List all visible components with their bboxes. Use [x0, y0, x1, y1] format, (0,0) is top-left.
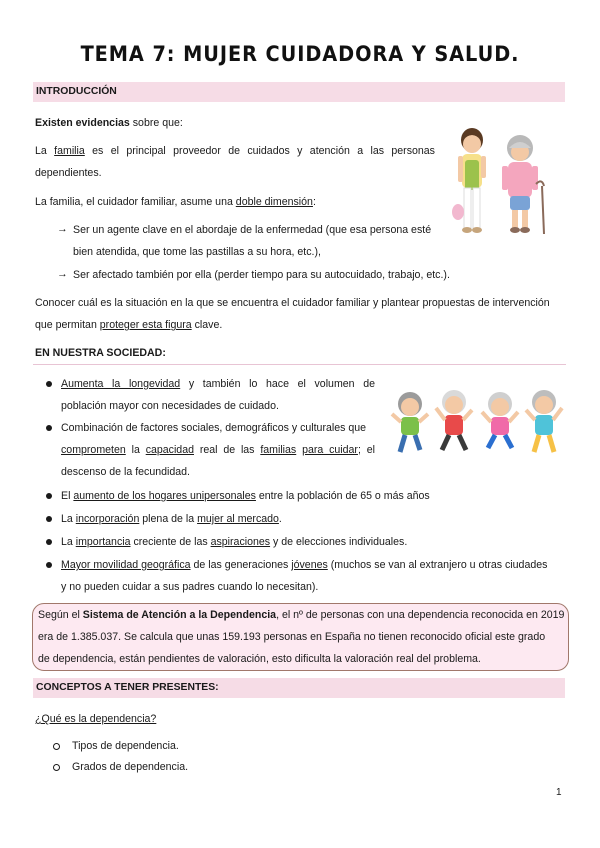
- situation-paragraph-line1: Conocer cuál es la situación en la que se encuentra el cuidador familiar y plantear propuestas de intervención: [35, 297, 550, 309]
- circle-bullet-icon: [53, 743, 60, 750]
- callout-line3: de dependencia, están pendientes de valoración, esto dificulta la valoración real del problema.: [38, 653, 481, 665]
- caregiver-illustration: [450, 126, 560, 241]
- family-paragraph-line2: dependientes.: [35, 167, 102, 179]
- arrow-icon: →: [57, 268, 68, 280]
- page-number: 1: [556, 787, 562, 798]
- bullet-icon: [46, 516, 52, 522]
- society-item-2-line3: descenso de la fecundidad.: [61, 466, 190, 478]
- protect-figure-term: proteger esta figura: [99, 319, 192, 331]
- callout-line1: Según el Sistema de Atención a la Dependencia, el nº de personas con una dependencia reconocida en 2019: [38, 609, 565, 621]
- society-item-1-line2: población mayor con necesidades de cuidado.: [61, 400, 279, 412]
- arrow-item-1-line2: bien atendida, que tome las pastillas a su hora, etc.),: [73, 246, 321, 258]
- arrow-icon: →: [57, 223, 68, 235]
- society-item-6-line1: Mayor movilidad geográfica de las generaciones jóvenes (muchos se van al extranjero u otras ciudades: [61, 559, 548, 571]
- elder-figure-3: [482, 392, 518, 448]
- dependency-question: ¿Qué es la dependencia?: [35, 713, 157, 725]
- society-heading: EN NUESTRA SOCIEDAD:: [35, 347, 166, 359]
- callout-line2: era de 1.385.037. Se calcula que unas 159.193 personas en España no tienen reconocido oficial este grado: [38, 631, 546, 643]
- double-dimension-term: doble dimensión: [235, 196, 313, 208]
- evidence-bold: Existen evidencias: [35, 117, 130, 129]
- bullet-icon: [46, 381, 52, 387]
- arrow-item-2: Ser afectado también por ella (perder tiempo para su autocuidado, trabajo, etc.).: [73, 269, 450, 281]
- society-item-5: La importancia creciente de las aspiraciones y de elecciones individuales.: [61, 536, 408, 548]
- family-paragraph-line1: La familia es el principal proveedor de cuidados y atención a las personas: [35, 145, 435, 157]
- concept-item-2: Grados de dependencia.: [72, 761, 189, 773]
- concept-item-1: Tipos de dependencia.: [72, 740, 179, 752]
- evidence-line: [35, 116, 183, 130]
- double-dimension-line: La familia, el cuidador familiar, asume una doble dimensión:: [35, 196, 316, 208]
- elder-figure-1: [392, 392, 428, 452]
- society-item-4: La incorporación plena de la mujer al mercado.: [61, 513, 282, 525]
- family-term: familia: [54, 145, 85, 157]
- longevity-term: Aumenta la longevidad: [61, 378, 181, 390]
- society-item-6-line2: y no pueden cuidar a sus padres cuando lo necesitan).: [61, 581, 319, 593]
- bullet-icon: [46, 493, 52, 499]
- evidence-rest: sobre que:: [129, 117, 183, 129]
- circle-bullet-icon: [53, 764, 60, 771]
- dependency-system-term: Sistema de Atención a la Dependencia: [82, 609, 277, 621]
- society-item-2-line2: comprometen la capacidad real de las familias para cuidar; el: [61, 444, 375, 456]
- elder-figure-2: [436, 390, 472, 450]
- society-item-2-line1: Combinación de factores sociales, demográficos y culturales que: [61, 422, 367, 434]
- arrow-item-1-line1: Ser un agente clave en el abordaje de la enfermedad (que esa persona esté: [73, 224, 432, 236]
- page-title: TEMA 7: MUJER CUIDADORA Y SALUD.: [80, 42, 520, 66]
- intro-heading: INTRODUCCIÓN: [33, 82, 565, 102]
- bullet-icon: [46, 539, 52, 545]
- society-item-3: El aumento de los hogares unipersonales entre la población de 65 o más años: [61, 490, 430, 502]
- elder-figure-4: [526, 390, 562, 452]
- concepts-heading: CONCEPTOS A TENER PRESENTES:: [33, 678, 565, 698]
- situation-paragraph-line2: que permitan proteger esta figura clave.: [35, 319, 223, 331]
- section-divider: [33, 364, 566, 365]
- bullet-icon: [46, 425, 52, 431]
- happy-elderly-illustration: [388, 384, 566, 466]
- bullet-icon: [46, 562, 52, 568]
- society-item-1-line1: Aumenta la longevidad y también lo hace el volumen de: [61, 378, 375, 390]
